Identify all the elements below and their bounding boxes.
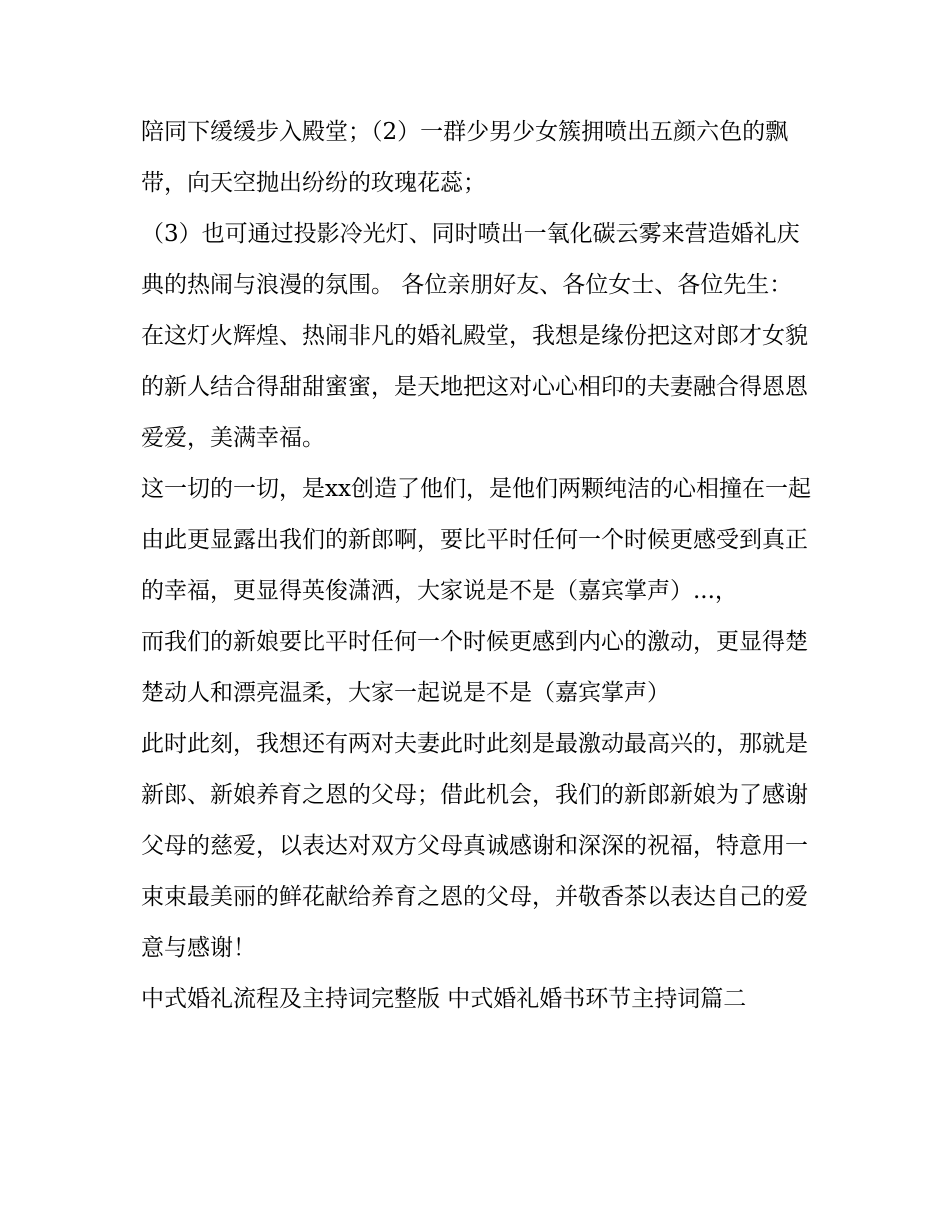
paragraph: 这一切的一切，是xx创造了他们，是他们两颗纯洁的心相撞在一起由此更显露出我们的新郎啊，要比平时任何一个时候更感受到真正的幸福，更显得英俊潇洒，大家说是不是（嘉宾掌声）...， <box>141 476 811 604</box>
paragraph: 而我们的新娘要比平时任何一个时候更感到内心的激动，更显得楚楚动人和漂亮温柔，大家一起说是不是（嘉宾掌声） <box>141 629 808 706</box>
paragraph: （3）也可通过投影冷光灯、同时喷出一氧化碳云雾来营造婚礼庆典的热闹与浪漫的氛围。 各位亲朋好友、各位女士、各位先生： <box>141 221 800 298</box>
paragraph: 中式婚礼流程及主持词完整版 中式婚礼婚书环节主持词篇二 <box>141 986 747 1012</box>
document-body <box>141 107 821 1025</box>
paragraph: 此时此刻，我想还有两对夫妻此时此刻是最激动最高兴的，那就是新郎、新娘养育之恩的父母；借此机会，我们的新郎新娘为了感谢父母的慈爱，以表达对双方父母真诚感谢和深深的祝福，特意用一束束最美丽的鲜花献给养育之恩的父母，并敬香茶以表达自己的爱意与感谢！ <box>141 731 808 961</box>
paragraph: 陪同下缓缓步入殿堂；（2）一群少男少女簇拥喷出五颜六色的飘带，向天空抛出纷纷的玫瑰花蕊； <box>141 119 789 196</box>
paragraph: 在这灯火辉煌、热闹非凡的婚礼殿堂，我想是缘份把这对郎才女貌的新人结合得甜甜蜜蜜，是天地把这对心心相印的夫妻融合得恩恩爱爱，美满幸福。 <box>141 323 808 451</box>
